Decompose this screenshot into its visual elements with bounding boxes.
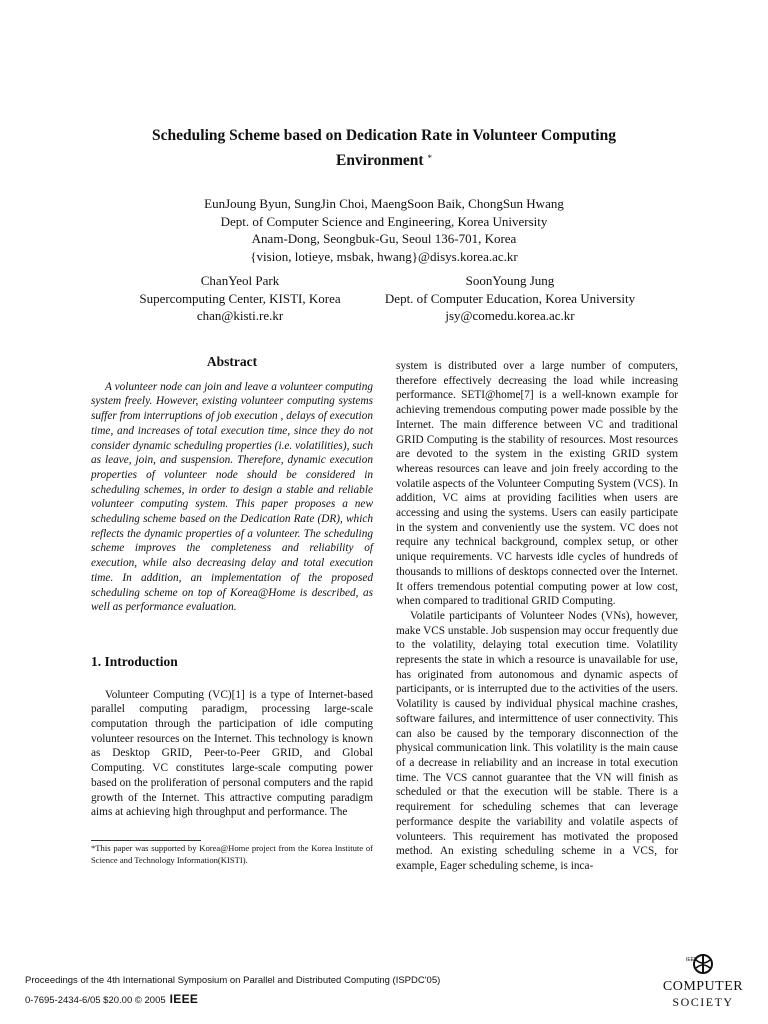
introduction-paragraph-2: Volatile participants of Volunteer Nodes (VNs), however, make VCS unstable. Job suspension may occur frequently due to the volatility, delaying total execution time. Volatility represents the state in which a resource is unavailable for use, has originated from autonomous and dynamic aspects of participants, or is interrupted due to the activities of the users. Volatility is caused by individual physical machine crashes, software failures, and intermittence of user connectivity. This can also be caused by the temporary disconnection of the physical communication link. This volatility is the main cause of a decrease in reliability and an increase in total execution time. The VCS cannot guarantee that the VN will finish as scheduled or that the execution will be stable. There is a requirement for scheduling schemes that can leverage performance despite the variability and volatile aspects of volunteers. This requirement has motivated the proposed method. An existing scheduling scheme in a VCS, for example, Eager scheduling scheme, is inca- <box>396 609 678 872</box>
introduction-paragraph-1: Volunteer Computing (VC)[1] is a type of Internet-based parallel computing paradigm, processing large-scale computation through the participation of idle computing volunteer resources on the Internet. This technology is known as Desktop GRID, Peer-to-Peer GRID, and Global Computing. VC constitutes large-scale computing power based on the proliferation of personal computers and the rapid growth of the Internet. This attractive computing paradigm aims at achieving high throughput and performance. The <box>91 688 373 819</box>
author-affiliation: Supercomputing Center, KISTI, Korea <box>139 290 341 306</box>
isbn-line <box>25 992 198 1006</box>
left-column <box>91 355 373 820</box>
title-line-1: Scheduling Scheme based on Dedication Rate in Volunteer Computing <box>152 127 616 144</box>
logo-line-society: SOCIETY <box>672 995 734 1009</box>
ieee-wordmark: IEEE <box>169 992 199 1006</box>
author-email: jsy@comedu.korea.ac.kr <box>445 308 575 323</box>
abstract-heading: Abstract <box>206 354 258 369</box>
isbn-text: 0-7695-2434-6/05 $20.00 © 2005 <box>25 995 166 1006</box>
author-name: SoonYoung Jung <box>465 273 555 288</box>
introduction-heading: 1. Introduction <box>91 653 178 669</box>
author-block-jung <box>360 272 660 325</box>
footnote-divider <box>91 840 201 841</box>
paper-title <box>100 125 668 172</box>
author-address: Anam-Dong, Seongbuk-Gu, Seoul 136-701, Korea <box>251 231 517 246</box>
author-emails: {vision, lotieye, msbak, hwang}@disys.korea.ac.kr <box>250 248 518 264</box>
computer-society-logo <box>662 952 744 1014</box>
author-affiliation: Dept. of Computer Education, Korea University <box>384 290 636 306</box>
introduction-paragraph-1-continued: system is distributed over a large number of computers, therefore effectively decreasing the load while increasing performance. SETI@home[7] is a well-known example for achieving tremendous computing power made possible by the Internet. The main difference between VC and traditional GRID Computing is the stability of resources. Most resources are devoted to the system in the existing GRID system whereas resources can leave and join freely according to the volatile aspects of the Volunteer Computing System (VCS). In addition, VC aims at providing facilities when users are accessing and using the systems. Users can easily participate in the system and conveniently use the system. VC does not require any technical background, complex setup, or other unique requirements. VC harvests idle cycles of hundreds of thousands to millions of desktops connected over the Internet. It offers tremendous potential computing power at low cost, when compared to traditional GRID Computing. <box>396 360 678 608</box>
author-email: chan@kisti.re.kr <box>196 308 284 323</box>
ieee-emblem-icon <box>684 952 722 976</box>
title-footnote-mark: * <box>427 153 432 163</box>
svg-text:IEEE: IEEE <box>686 957 698 963</box>
title-line-2-text: Environment <box>336 152 424 169</box>
main-author-block <box>84 195 684 265</box>
author-names: EunJoung Byun, SungJin Choi, MaengSoon Baik, ChongSun Hwang <box>204 196 564 211</box>
logo-line-computer: COMPUTER <box>662 979 744 994</box>
abstract-text: A volunteer node can join and leave a volunteer computing system freely. However, existing volunteer computing systems suffer from interruptions of job execution , delays of execution time, and increases of total execution time, since they do not consider dynamic scheduling properties (i.e. volatilities), such as leave, join, and suspension. Therefore, dynamic execution properties of volunteer node should be considered in scheduling schemes, in order to design a stable and reliable volunteer computing system. This paper proposes a new scheduling scheme based on the Dedication Rate (DR), which reflects the dynamic properties of a volunteer. The scheduling scheme improves the completeness and reliability of execution, while also decreasing delay and total execution time. In addition, an implementation of the proposed scheduling scheme on top of Korea@Home is described, as well as performance evaluation. <box>91 380 373 614</box>
proceedings-line: Proceedings of the 4th International Symposium on Parallel and Distributed Computing (ISPDC'05) <box>25 975 441 986</box>
title-line-2 <box>100 147 668 172</box>
author-name: ChanYeol Park <box>200 273 280 288</box>
footnote: *This paper was supported by Korea@Home project from the Korea Institute of Science and Technology Information(KISTI). <box>91 843 373 865</box>
right-column <box>396 359 678 874</box>
author-block-park <box>100 272 380 325</box>
author-department: Dept. of Computer Science and Engineering, Korea University <box>220 213 548 229</box>
